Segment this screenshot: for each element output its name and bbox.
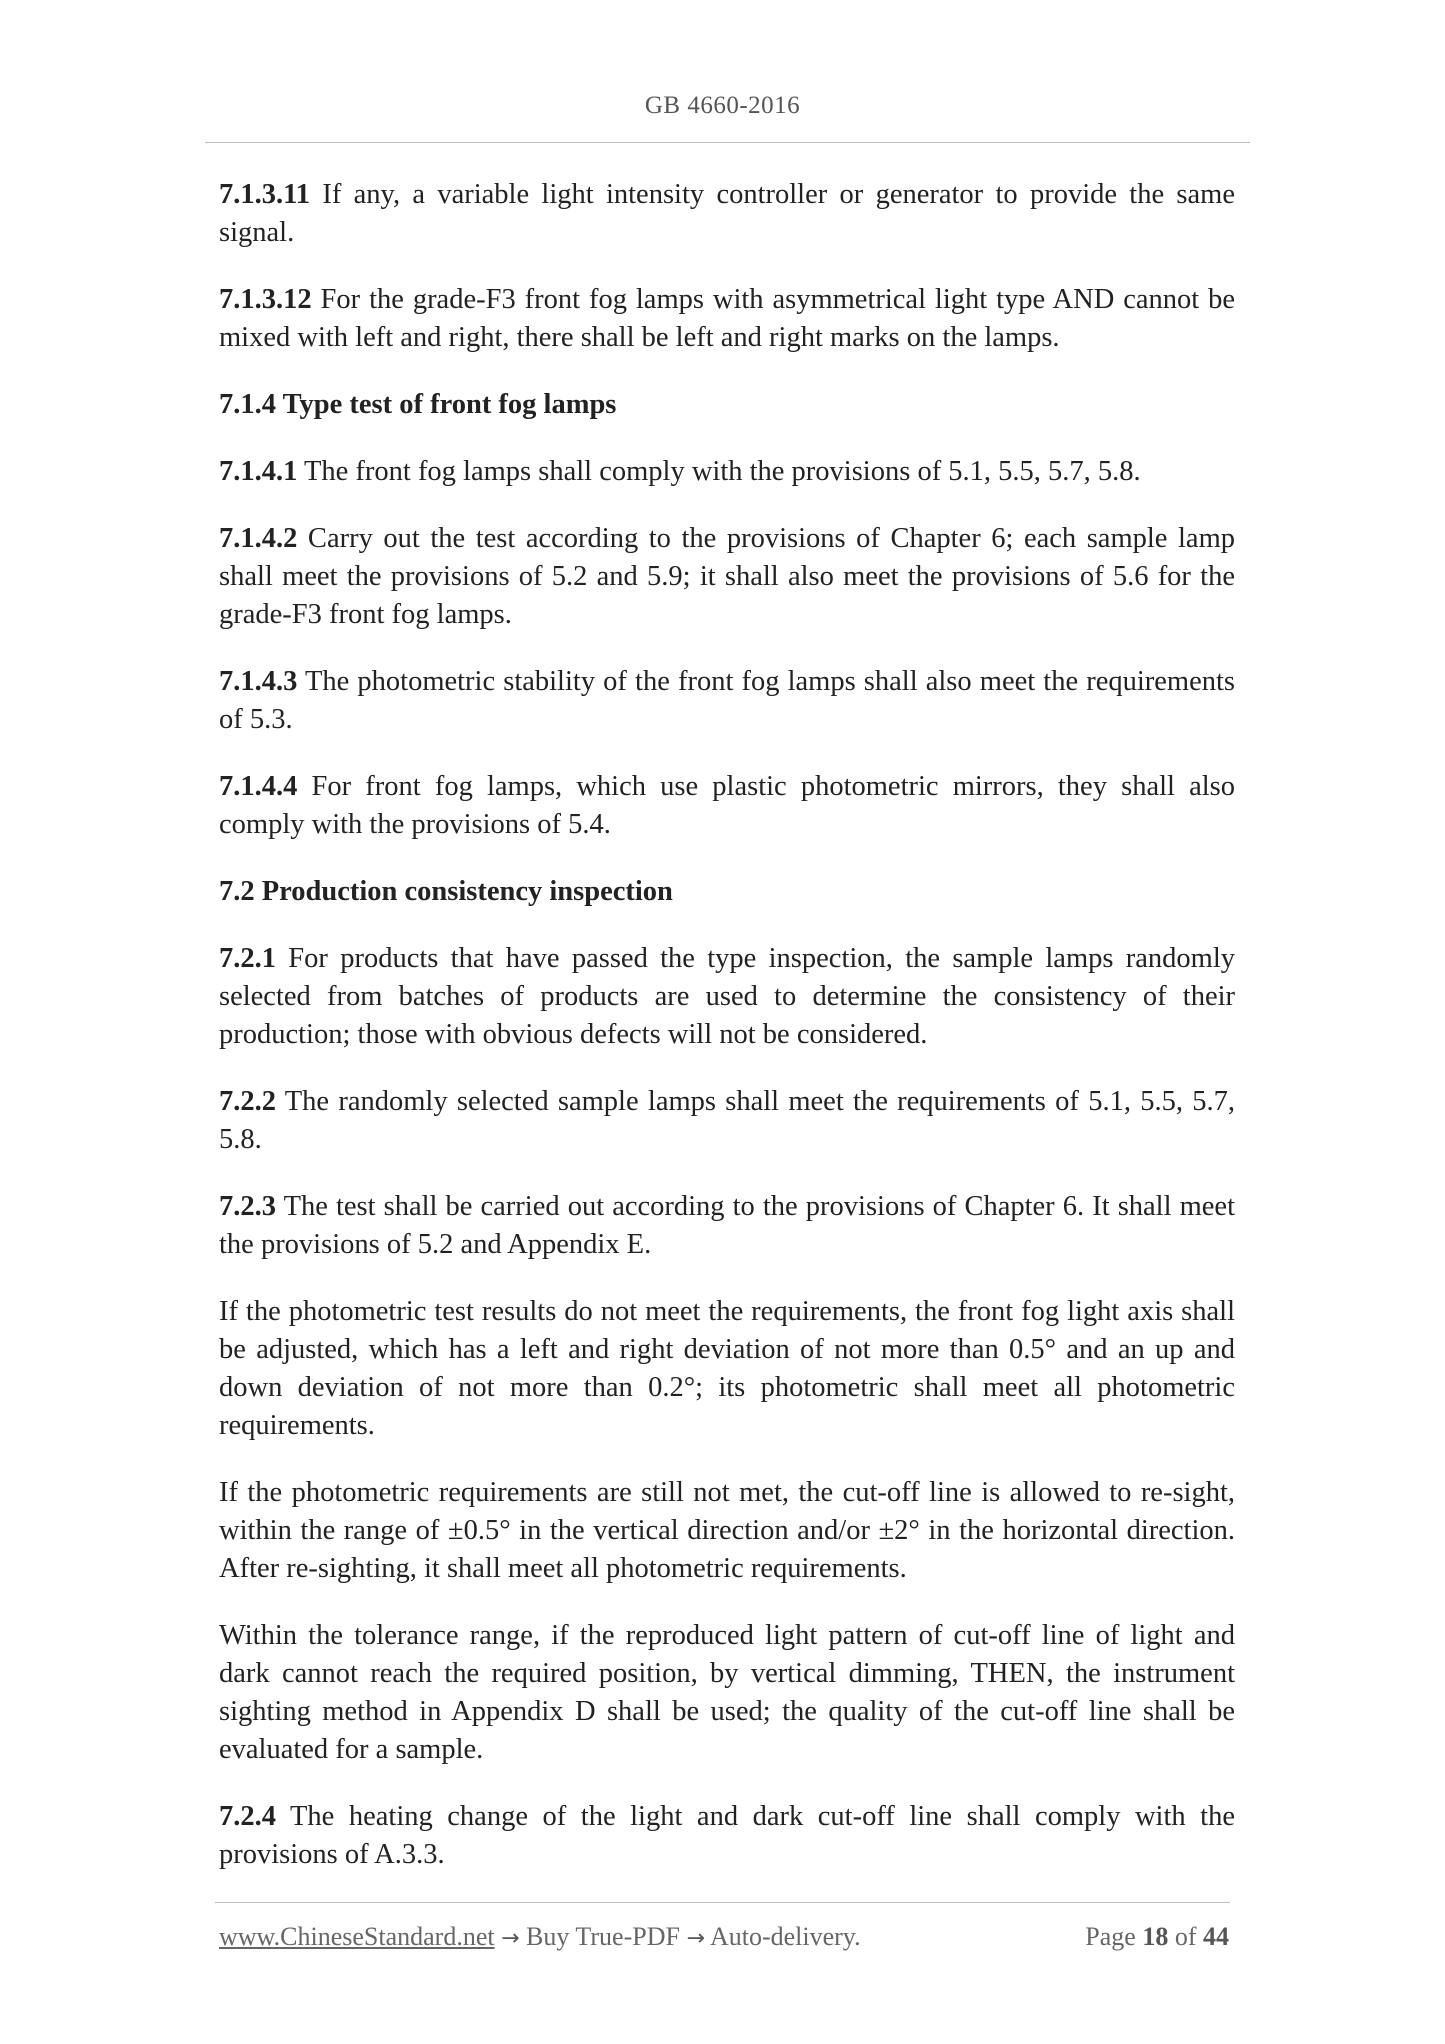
paragraph-re-sight: If the photometric requirements are still not met, the cut-off line is allowed to re-sight, within the range of ±0.5° in the vertical direction and/or ±2° in the horizontal direction. After re-sighting, it shall meet all photometric requirements.	[219, 1477, 1235, 1584]
clause-7-1-3-11	[219, 176, 1235, 252]
clause-text: The randomly selected sample lamps shall meet the requirements of 5.1, 5.5, 5.7, 5.8.	[219, 1086, 1235, 1155]
clause-number: 7.2.3	[219, 1191, 276, 1222]
section-heading-7-1-4: 7.1.4 Type test of front fog lamps	[219, 389, 617, 420]
clause-number: 7.1.4.4	[219, 771, 298, 802]
section-heading-7-2: 7.2 Production consistency inspection	[219, 876, 673, 907]
clause-number: 7.2.4	[219, 1801, 276, 1832]
clause-text: The photometric stability of the front fog lamps shall also meet the requirements of 5.3.	[219, 666, 1235, 735]
clause-number: 7.1.4.1	[219, 456, 298, 487]
clause-7-1-4-2	[219, 520, 1235, 634]
page-header-title: GB 4660-2016	[644, 92, 801, 119]
footer-promo	[219, 1922, 861, 1952]
clause-number: 7.1.4.2	[219, 523, 298, 554]
paragraph-tolerance-range: Within the tolerance range, if the reproduced light pattern of cut-off line of light and dark cannot reach the required position, by vertical dimming, THEN, the instrument sighting method in Appendix D shall be used; the quality of the cut-off line shall be evaluated for a sample.	[219, 1620, 1235, 1765]
delivery-text: Auto-delivery.	[704, 1922, 861, 1951]
clause-7-1-4-4	[219, 768, 1235, 844]
clause-7-2-2	[219, 1083, 1235, 1159]
of-label: of	[1168, 1922, 1203, 1951]
clause-text: Carry out the test according to the provisions of Chapter 6; each sample lamp shall meet the provisions of 5.2 and 5.9; it shall also meet the provisions of 5.6 for the grade-F3 front fog lamps.	[219, 523, 1235, 630]
page-footer	[219, 1922, 1229, 1962]
clause-text: The test shall be carried out according to the provisions of Chapter 6. It shall meet the provisions of 5.2 and Appendix E.	[219, 1191, 1235, 1260]
page-number	[1085, 1922, 1229, 1952]
current-page: 18	[1142, 1922, 1169, 1951]
clause-7-2-1	[219, 940, 1235, 1054]
clause-number: 7.1.4.3	[219, 666, 298, 697]
clause-text: For the grade-F3 front fog lamps with asymmetrical light type AND cannot be mixed with left and right, there shall be left and right marks on the lamps.	[219, 284, 1235, 353]
arrow-right-icon: →	[686, 1926, 705, 1951]
clause-text: The front fog lamps shall comply with the provisions of 5.1, 5.5, 5.7, 5.8.	[297, 456, 1141, 487]
website-link[interactable]: www.ChineseStandard.net	[219, 1922, 495, 1951]
clause-text: For products that have passed the type inspection, the sample lamps randomly selected from batches of products are used to determine the consistency of their production; those with obvious defects will not be considered.	[219, 943, 1235, 1050]
clause-number: 7.1.3.11	[219, 179, 311, 210]
clause-number: 7.2.2	[219, 1086, 276, 1117]
total-pages: 44	[1203, 1922, 1229, 1951]
footer-divider	[215, 1902, 1230, 1903]
clause-text: The heating change of the light and dark cut-off line shall comply with the provisions of A.3.3.	[219, 1801, 1235, 1870]
clause-7-2-3	[219, 1188, 1235, 1264]
clause-7-1-4-1	[219, 453, 1235, 491]
clause-7-2-4	[219, 1798, 1235, 1874]
clause-7-1-3-12	[219, 281, 1235, 357]
clause-number: 7.2.1	[219, 943, 276, 974]
header-divider	[205, 142, 1250, 143]
clause-text: If any, a variable light intensity controller or generator to provide the same signal.	[219, 179, 1235, 248]
buy-text: Buy True-PDF	[519, 1922, 687, 1951]
document-body	[219, 176, 1235, 1903]
clause-7-1-4-3	[219, 663, 1235, 739]
clause-number: 7.1.3.12	[219, 284, 312, 315]
clause-text: For front fog lamps, which use plastic photometric mirrors, they shall also comply with the provisions of 5.4.	[219, 771, 1235, 840]
page-label: Page	[1085, 1922, 1143, 1951]
paragraph-axis-adjustment: If the photometric test results do not meet the requirements, the front fog light axis shall be adjusted, which has a left and right deviation of not more than 0.5° and an up and down deviation of not more than 0.2°; its photometric shall meet all photometric requirements.	[219, 1296, 1235, 1441]
arrow-right-icon: →	[501, 1926, 520, 1951]
